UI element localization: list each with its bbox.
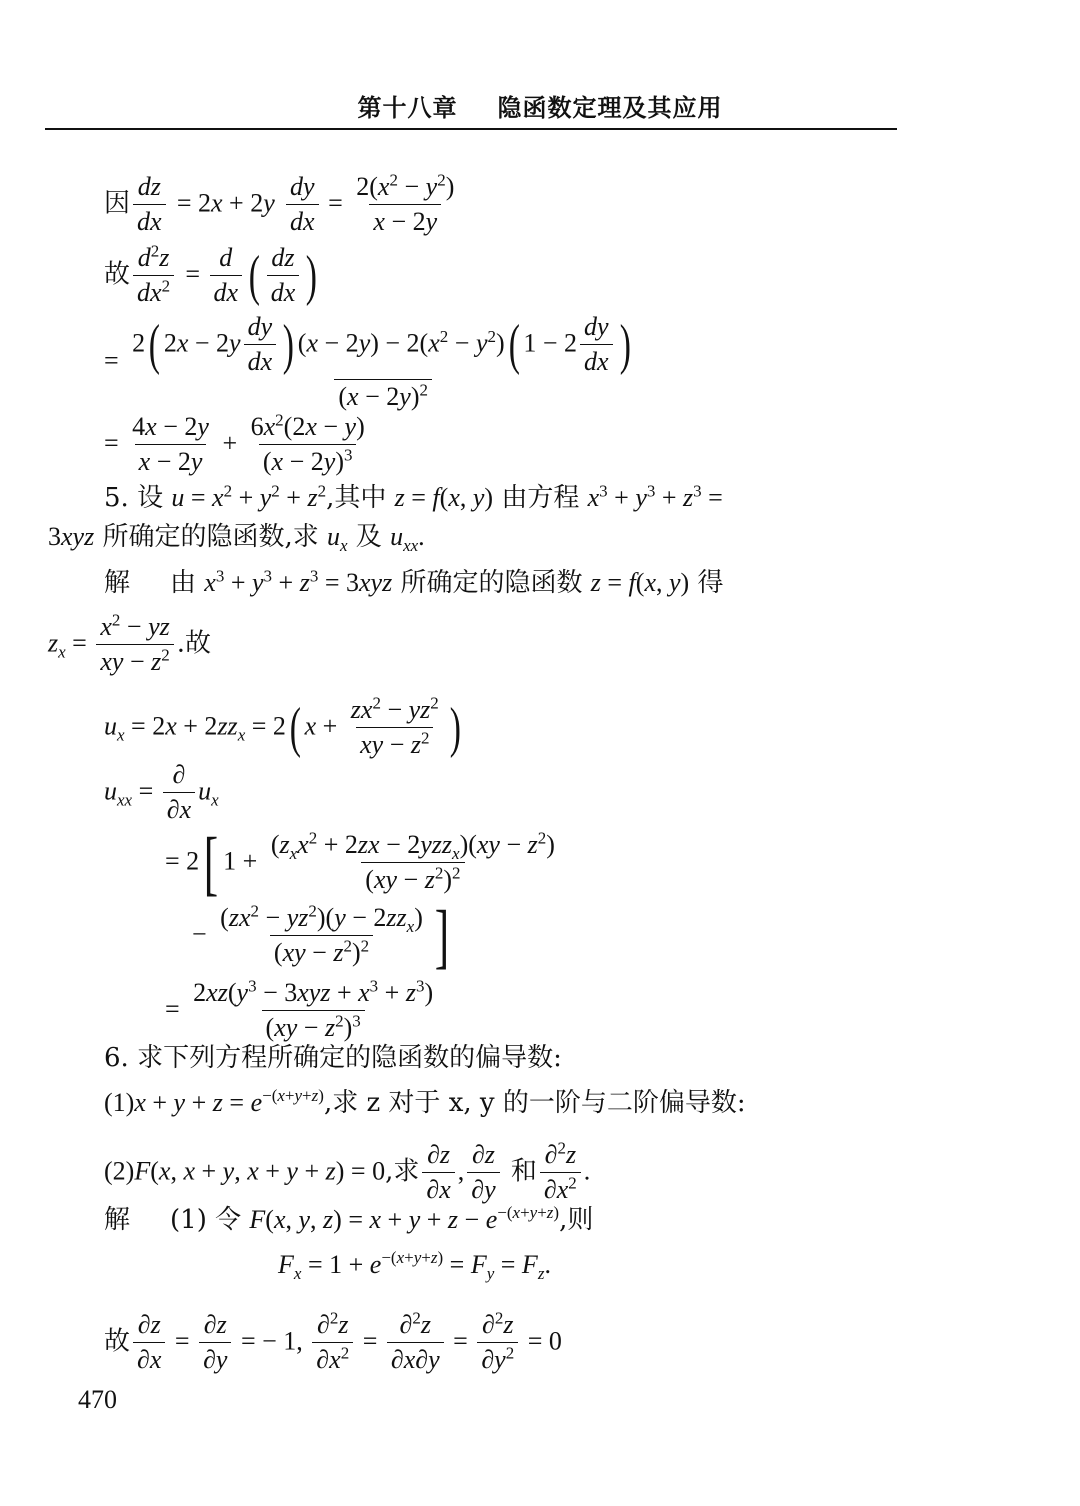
eq-uxx-result: = $\frac{2xz(y^3 - 3xyz + x^3 + z^3)}{(xy - z^2)^3}$ <box>165 976 434 1042</box>
eq-second-derivative: 故 $\frac{d^2z}{dx^2}$ = $\frac{d}{dx}$ ( $\frac{dz}{dx}$ ) <box>104 241 318 307</box>
eq-Fx: $F_x = 1 + e^{-(x+y+z)} = F_y = F_z$. <box>278 1248 551 1284</box>
eq-uxx: $u_{xx}$ = $\frac{\partial}{\partial x}$ $u_x$ <box>104 760 219 824</box>
eq-partials-result: 故 $\frac{\partial z}{\partial x}$ = $\frac{\partial z}{\partial y}$ = − 1, $\frac{\partial^2z}{\partial x^2}$ = $\frac{\partial^2z}{\partial x\partial y}$ = $\frac{\partial^2z}{\partial y^2}$ = 0 <box>104 1308 562 1374</box>
eq-ux: $u_x = 2x + 2zz_x = 2$( x + $\frac{zx^2 - yz^2}{xy - z^2}$ ) <box>104 693 461 759</box>
chapter-label: 第十八章 <box>357 93 458 122</box>
eq-second-derivative-result: = $\frac{4x - 2y}{x - 2y}$ + $\frac{6x^2(2x - y)}{(x - 2y)^3}$ <box>104 410 365 476</box>
problem-6-heading: 6. 求下列方程所确定的隐函数的偏导数: <box>104 1043 562 1073</box>
chapter-title: 隐函数定理及其应用 <box>497 93 723 122</box>
eq-uxx-expanded-2: − $\frac{(zx^2 - yz^2)(y - 2zz_x)}{(xy - z^2)^2}$ ] <box>192 895 450 976</box>
page-number: 470 <box>78 1385 117 1414</box>
problem-6-part-1: $(1)x + y + z = e^{-(x+y+z)}$,求 z 对于 x, y 的一阶与二阶偏导数: <box>104 1086 746 1118</box>
eq-second-derivative-expanded: = 2( 2x − 2y $\frac{dy}{dx}$ ) $(x - 2y) - 2(x^2 - y^2)$( 1 − 2 $\frac{dy}{dx}$ ) $(x - 2y)^2$ <box>104 312 631 411</box>
header-rule <box>45 128 897 130</box>
problem-5-line1: 5. 设 $u = x^2 + y^2 + z^2$,其中 z = f(x, y) 由方程 $x^3 + y^3 + z^3$ = <box>104 481 723 513</box>
running-header <box>0 88 1080 123</box>
problem-6-part-2: (2)F(x, x + y, x + y + z) = 0,求 $\frac{\partial z}{\partial x}$ , $\frac{\partial z}{\partial y}$ 和 $\frac{\partial^2z}{\partial x^2}$ . <box>104 1138 591 1204</box>
problem-5-line2: 3xyz 所确定的隐函数,求 $u_x$ 及 $u_{xx}$. <box>48 522 425 556</box>
solution-6-line1: 解 (1) 令 F(x, y, $z) = x + y + z - e^{-(x+y+z)}$,则 <box>104 1203 594 1235</box>
eq-zx: $z_x$ = $\frac{x^2 - yz}{xy - z^2}$ .故 <box>48 610 211 676</box>
eq-uxx-expanded-1: = 2[ 1 + $\frac{(z_xx^2 + 2zx - 2yzz_x)(xy - z^2)}{(xy - z^2)^2}$ <box>165 822 555 903</box>
solution-5-line1: 解 由 $x^3 + y^3 + z^3 = 3xyz$ 所确定的隐函数 z = f(x, y) 得 <box>104 566 724 598</box>
eq-dzdx: 因 $\frac{dz}{dx}$ = 2x + 2y $\frac{dy}{dx}$ = $\frac{2(x^2 - y^2)}{x - 2y}$ <box>104 170 455 236</box>
